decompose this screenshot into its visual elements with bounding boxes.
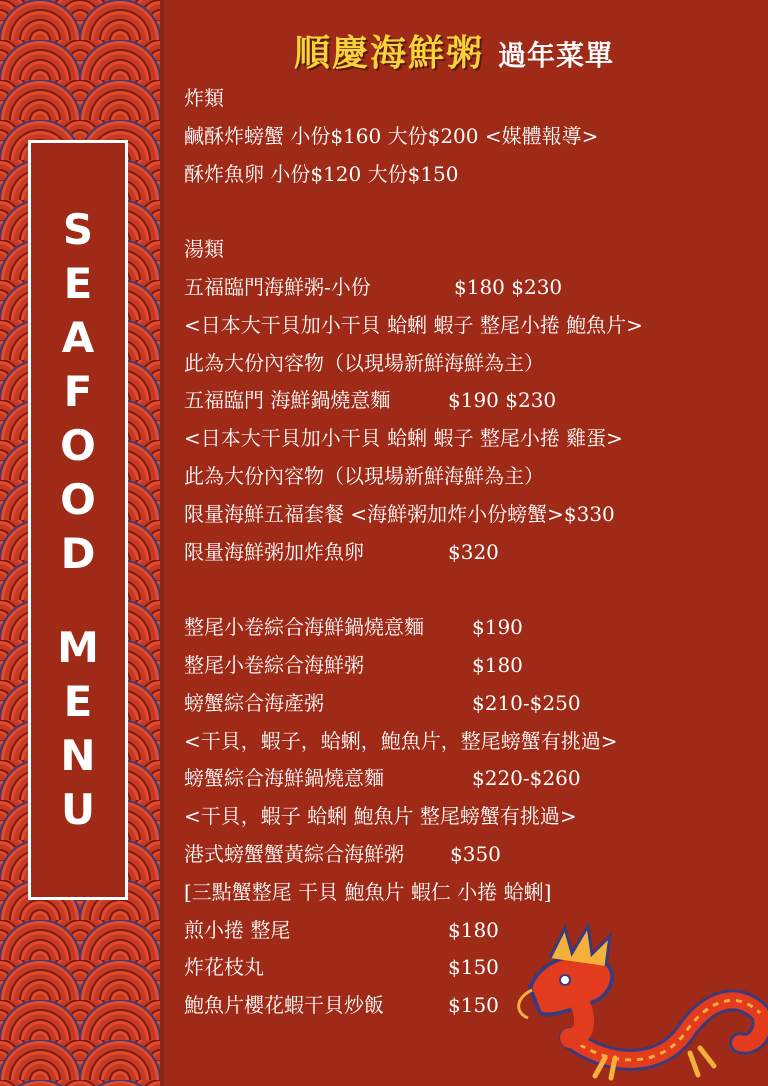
menu-item-name: 螃蟹綜合海鮮鍋燒意麵 — [184, 766, 384, 791]
menu-line — [184, 307, 643, 343]
menu-line — [184, 458, 544, 494]
menu-item-name: <干貝，蝦子 蛤蜊 鮑魚片 整尾螃蟹有挑過> — [184, 804, 577, 829]
menu-item-name: 整尾小卷綜合海鮮鍋燒意麵 — [184, 615, 424, 640]
menu-line — [184, 534, 499, 570]
side-letter: N — [60, 731, 96, 780]
menu-item-name: 鮑魚片櫻花蝦干貝炒飯 — [184, 993, 384, 1018]
menu-item-price: $350 — [450, 842, 501, 866]
menu-item-name: 此為大份內容物（以現場新鮮海鮮為主） — [184, 464, 544, 488]
seafood-menu-label — [28, 140, 128, 900]
menu-item-name: 限量海鮮五福套餐 <海鮮粥加炸小份螃蟹>$330 — [184, 501, 615, 526]
menu-item-name: <日本大干貝加小干貝 蛤蜊 蝦子 整尾小捲 雞蛋> — [184, 426, 623, 451]
menu-line — [184, 231, 224, 267]
menu-item-name: <干貝，蝦子，蛤蜊，鮑魚片，整尾螃蟹有挑過> — [184, 728, 618, 753]
side-letter: A — [61, 313, 95, 362]
menu-item-price: $180 — [448, 917, 499, 942]
menu-line — [184, 609, 523, 645]
menu-item-name: 炸花枝丸 — [184, 955, 264, 980]
side-letter: U — [60, 785, 96, 834]
menu-item-name: 煎小捲 整尾 — [184, 917, 291, 942]
menu-line — [184, 345, 544, 381]
menu-item-name: <日本大干貝加小干貝 蛤蜊 蝦子 整尾小捲 鮑魚片> — [184, 312, 643, 337]
menu-item-price: $220-$260 — [472, 766, 581, 791]
menu-line — [184, 269, 563, 305]
side-letter: S — [62, 205, 94, 254]
menu-item-price: $150 — [448, 993, 499, 1018]
menu-item-price: $210-$250 — [472, 690, 581, 715]
restaurant-name: 順慶海鮮粥 — [294, 33, 485, 74]
menu-line — [184, 647, 523, 683]
menu-item-price: $190 $230 — [448, 388, 557, 413]
side-letter: O — [60, 475, 96, 524]
menu-title — [294, 26, 714, 76]
menu-item-name: 整尾小卷綜合海鮮粥 — [184, 653, 364, 677]
menu-item-name: 鹹酥炸螃蟹 小份$160 大份$200 <媒體報導> — [184, 123, 599, 148]
menu-line — [184, 760, 581, 796]
side-letter: D — [60, 529, 96, 578]
menu-item-name: 五福臨門海鮮粥-小份 — [184, 275, 371, 299]
side-letter: F — [63, 367, 93, 416]
menu-item-name: 此為大份內容物（以現場新鮮海鮮為主） — [184, 350, 544, 375]
section-heading: 湯類 — [184, 237, 224, 262]
menu-item-name: 港式螃蟹蟹黃綜合海鮮粥 — [184, 842, 404, 866]
menu-line — [184, 118, 598, 154]
menu-line — [184, 156, 459, 192]
menu-item-price: $320 — [448, 539, 499, 564]
menu-line — [184, 80, 224, 116]
menu-line — [184, 874, 551, 910]
wave-divider — [160, 0, 164, 1086]
menu-item-name: 螃蟹綜合海產粥 — [184, 690, 324, 715]
menu-item-price: $180 — [472, 653, 523, 677]
menu-line — [184, 382, 557, 418]
menu-line — [184, 420, 623, 456]
menu-item-price: $150 — [448, 955, 499, 980]
section-heading: 炸類 — [184, 86, 224, 110]
menu-line — [184, 987, 499, 1023]
menu-subtitle: 過年菜單 — [498, 39, 615, 72]
menu-line — [184, 836, 501, 872]
menu-item-name: 五福臨門 海鮮鍋燒意麵 — [184, 388, 391, 413]
menu-item-name: 限量海鮮粥加炸魚卵 — [184, 539, 364, 564]
menu-item-name: 酥炸魚卵 小份$120 大份$150 — [184, 161, 459, 186]
side-letter: M — [57, 623, 99, 672]
menu-line — [184, 496, 615, 532]
menu-line — [184, 798, 577, 834]
chinese-dragon-icon — [510, 918, 768, 1086]
menu-line — [184, 912, 499, 948]
side-letter: E — [63, 677, 93, 726]
side-letter: E — [63, 259, 93, 308]
menu-item-name: [三點蟹整尾 干貝 鮑魚片 蝦仁 小捲 蛤蜊] — [184, 879, 552, 904]
menu-item-price: $180 $230 — [454, 275, 563, 299]
side-letter: O — [60, 421, 96, 470]
menu-line — [184, 723, 618, 759]
menu-line — [184, 949, 499, 985]
menu-item-price: $190 — [472, 615, 523, 640]
menu-line — [184, 685, 581, 721]
